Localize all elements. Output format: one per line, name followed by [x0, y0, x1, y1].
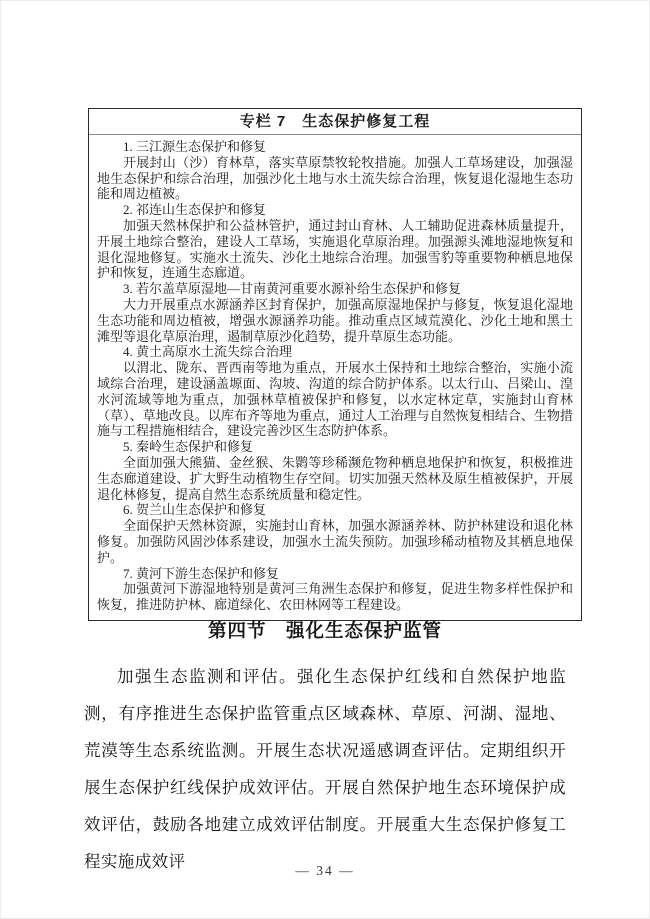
panel-title: 专栏 7 生态保护修复工程 [89, 109, 581, 135]
item-body: 全面保护天然林资源，实施封山育林，加强水源涵养林、防护林建设和退化林修复。加强防风固沙体系建设，加强水土流失预防。加强珍稀动植物及其栖息地保护。 [97, 518, 573, 565]
panel-item [97, 566, 573, 613]
item-heading: 5. 秦岭生态保护和修复 [123, 439, 254, 455]
item-body: 以渭北、陇东、晋西南等地为重点，开展水土保持和土地综合整治，实施小流域综合治理，建设涵盖塬面、沟坡、沟道的综合防护体系。以太行山、吕梁山、湟水河流域等地为重点，加强林草植被保护和修复，以水定林定草，实施封山育林（草）、草地改良。以库布齐等地为重点，通过人工治理与自然恢复相结合、生物措施与工程措施相结合，建设完善沙区生态防护体系。 [97, 360, 573, 439]
ecology-restoration-panel [88, 108, 582, 621]
item-heading: 3. 若尔盖草原湿地—甘南黄河重要水源补给生态保护和修复 [123, 281, 462, 297]
panel-item [97, 139, 573, 202]
item-heading: 7. 黄河下游生态保护和修复 [123, 565, 280, 581]
item-body: 加强天然林保护和公益林管护，通过封山育林、人工辅助促进森林质量提升，开展土地综合整治，建设人工草场，实施退化草原治理。加强源头滩地湿地恢复和退化湿地修复。实施水土流失、沙化土地综合治理。加强雪豹等重要物种栖息地保护和恢复，连通生态廊道。 [97, 217, 573, 281]
panel-item [97, 439, 573, 502]
item-heading: 2. 祁连山生态保护和修复 [123, 202, 267, 218]
section-heading: 第四节 强化生态保护监管 [207, 620, 442, 641]
item-heading: 6. 贺兰山生态保护和修复 [123, 502, 267, 518]
page-number: — 34 — [295, 863, 355, 878]
item-heading: 4. 黄土高原水土流失综合治理 [123, 344, 293, 360]
item-heading: 1. 三江源生态保护和修复 [123, 139, 267, 154]
panel-item [97, 281, 573, 344]
panel-item [97, 202, 573, 281]
panel-item [97, 502, 573, 565]
item-body: 大力开展重点水源涵养区封育保护，加强高原湿地保护与修复，恢复退化湿地生态功能和周边植被，增强水源涵养功能。推动重点区域荒漠化、沙化土地和黑土滩型等退化草原治理，遏制草原沙化趋势，提升草原生态功能。 [97, 296, 573, 344]
panel-body [89, 135, 581, 620]
item-body: 全面加强大熊猫、金丝猴、朱鹮等珍稀濒危物种栖息地保护和恢复，积极推进生态廊道建设、扩大野生动植物生存空间。切实加强天然林及原生植被保护，开展退化林修复，提高自然生态系统质量和稳定性。 [97, 454, 573, 502]
item-body: 开展封山（沙）育林草，落实草原禁牧轮牧措施。加强人工草场建设，加强湿地生态保护和综合治理，加强沙化土地与水土流失综合治理，恢复退化湿地生态功能和周边植被。 [97, 154, 573, 202]
panel-item [97, 344, 573, 439]
item-body: 加强黄河下游湿地特别是黄河三角洲生态保护和修复，促进生物多样性保护和恢复，推进防护林、廊道绿化、农田林网等工程建设。 [97, 581, 573, 613]
body-paragraph: 加强生态监测和评估。强化生态保护红线和自然保护地监测，有序推进生态保护监管重点区域森林、草原、河湖、湿地、荒漠等生态系统监测。开展生态状况遥感调查评估。定期组织开展生态保护红线保护成效评估。开展自然保护地生态环境保护成效评估，鼓励各地建立成效评估制度。开展重大生态保护修复工程实施成效评 [84, 667, 566, 871]
